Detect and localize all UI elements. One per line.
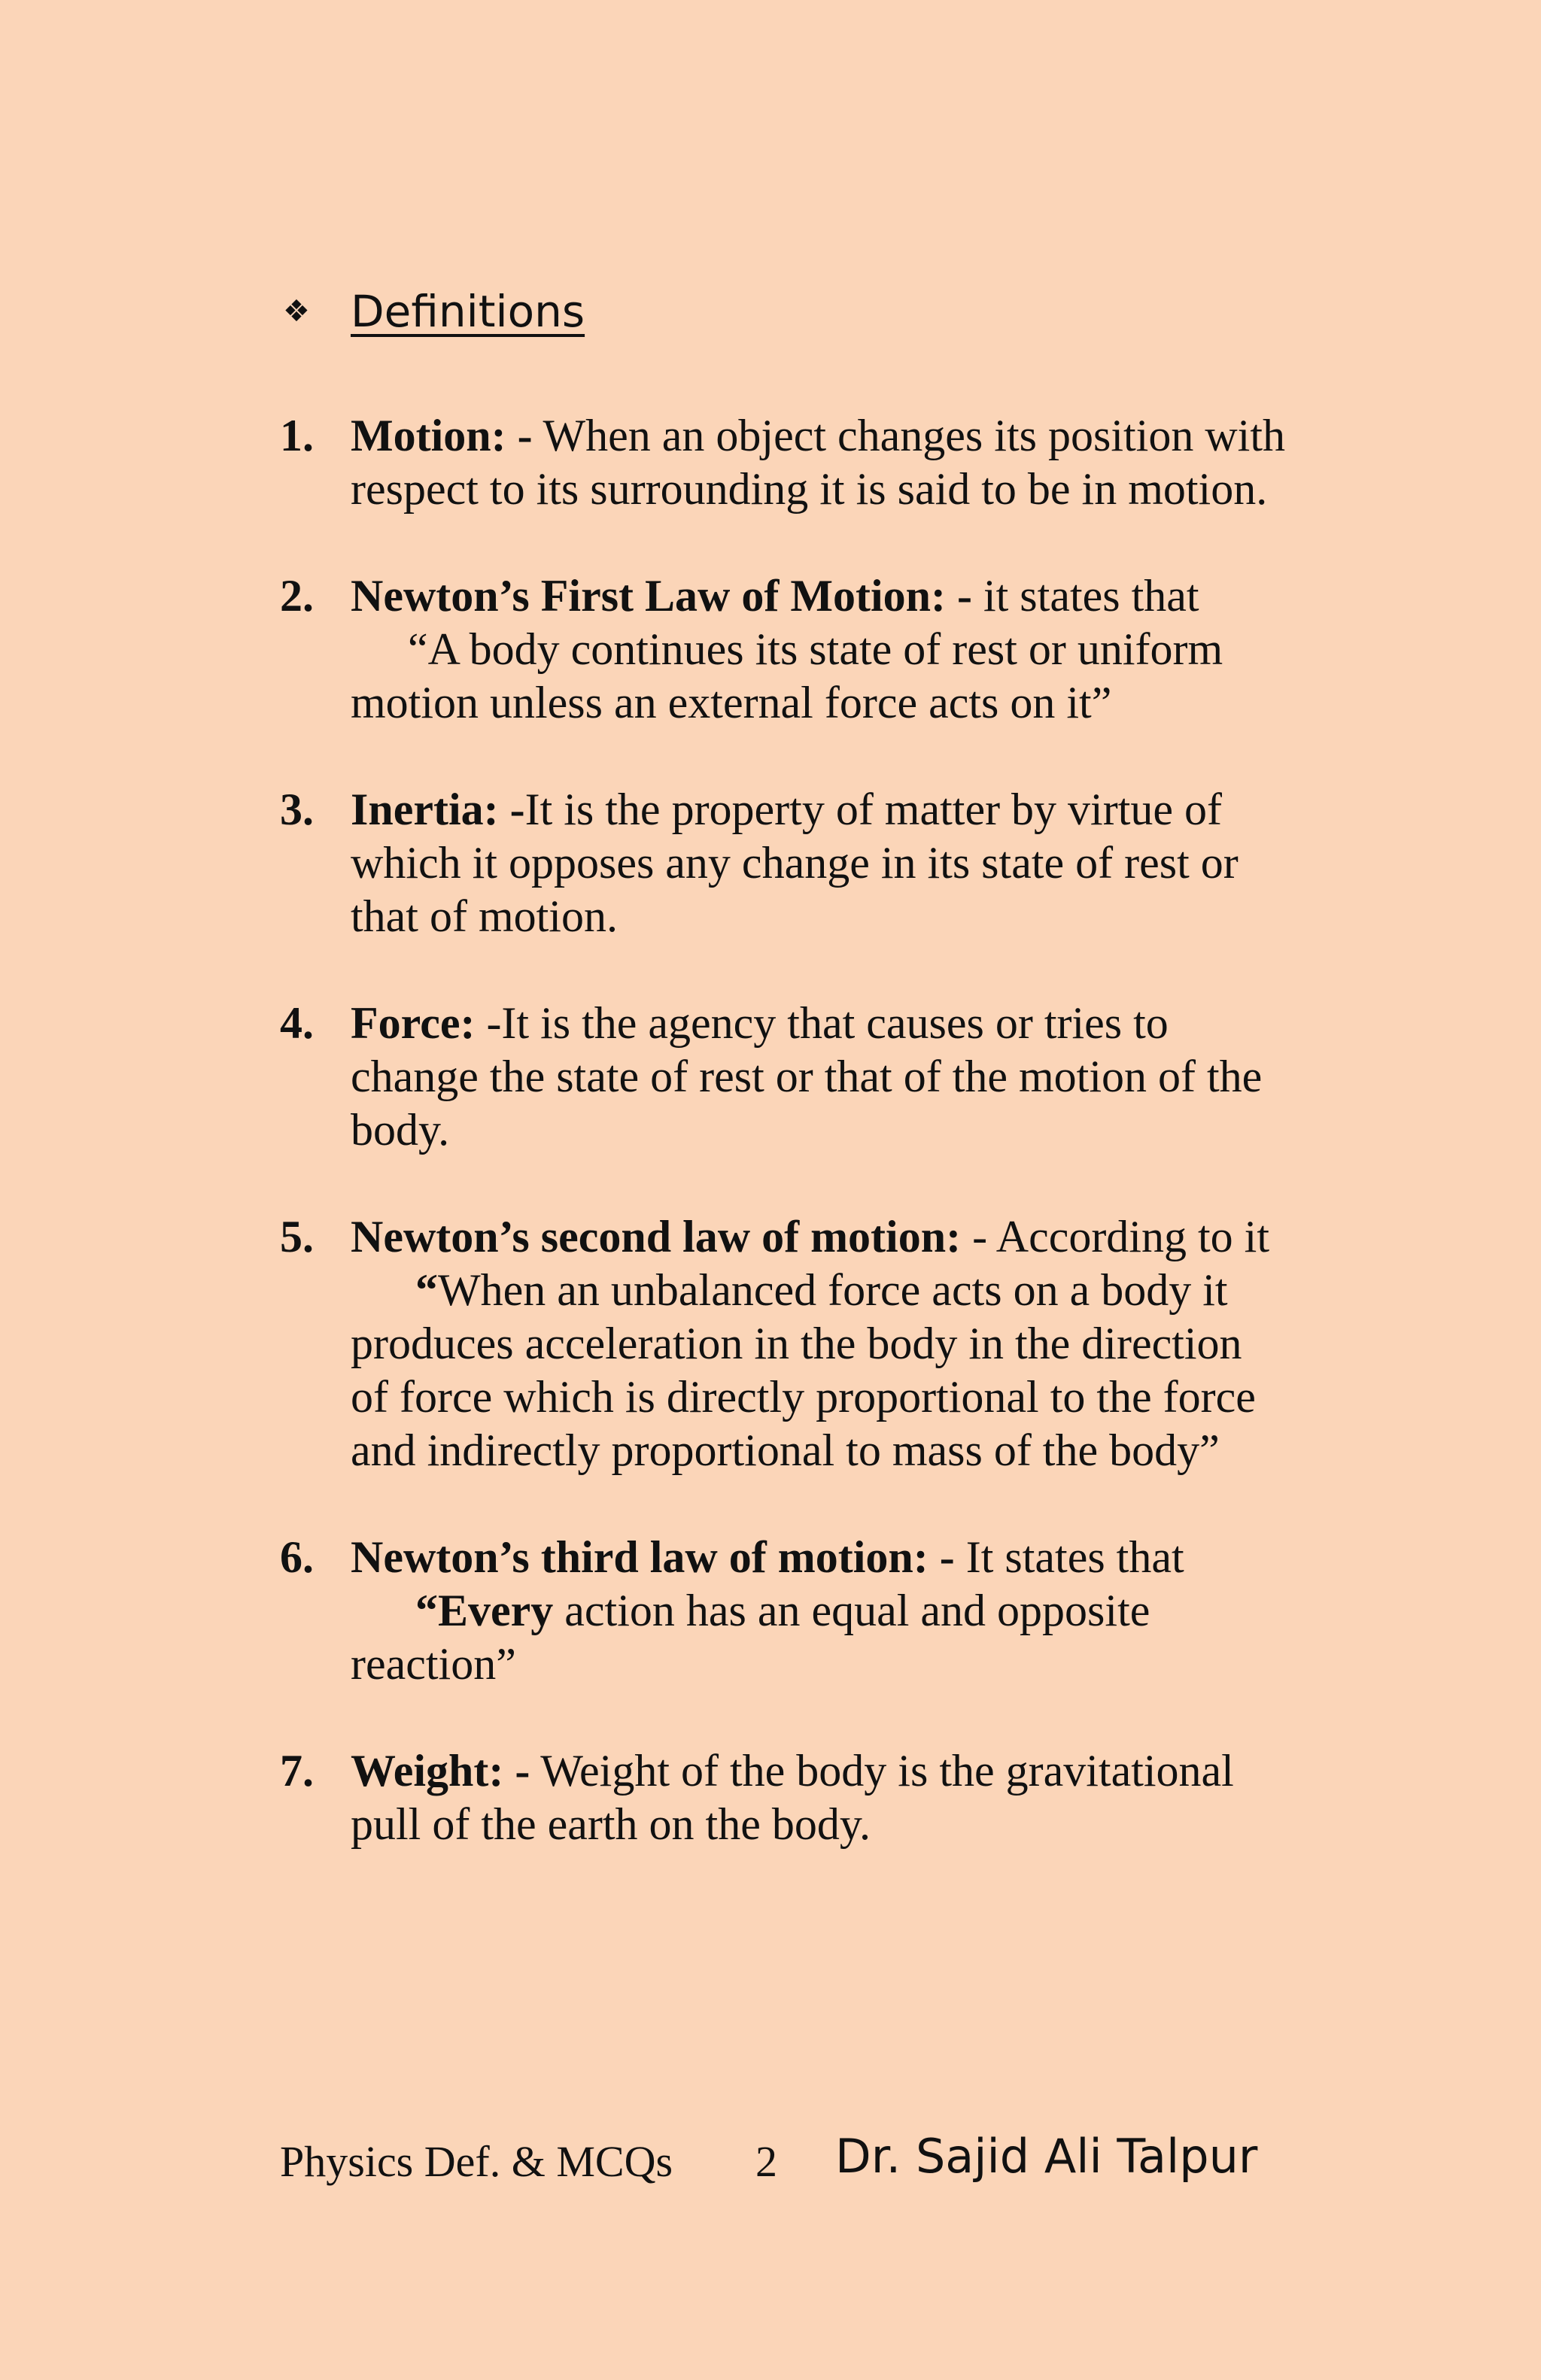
item-number: 2. (280, 571, 314, 621)
item-term: Force: (351, 998, 476, 1048)
item-text: It is the property of matter by virtue of which it opposes any change in its state of rest or that of motion. (351, 785, 1239, 941)
list-item (280, 1210, 1288, 1477)
item-quote: When an unbalanced force acts on a body it produces acceleration in the body in the direction of force which is directly proportional to the force and indirectly proportional to mass of the body” (351, 1265, 1256, 1475)
item-number: 3. (280, 785, 314, 834)
item-term: Newton’s First Law of Motion: - (351, 571, 972, 621)
list-item (280, 1744, 1288, 1851)
list-item (280, 997, 1288, 1157)
footer-author: Dr. Sajid Ali Talpur (835, 2129, 1258, 2184)
item-text: It states that (954, 1532, 1184, 1582)
definitions-list (280, 409, 1288, 1905)
item-quote-open: “ (408, 624, 428, 674)
item-term: Weight: - (351, 1746, 530, 1796)
item-term: Newton’s second law of motion: (351, 1212, 962, 1261)
page-footer (280, 2126, 1333, 2193)
item-text: - According to it (961, 1212, 1269, 1261)
list-item (280, 569, 1288, 730)
item-quote-open: “Every (415, 1586, 554, 1635)
page-number: 2 (755, 2137, 777, 2186)
item-quote-open: “ (415, 1265, 438, 1315)
item-term: Motion: - (351, 411, 533, 460)
section-heading (283, 286, 585, 337)
item-number: 6. (280, 1532, 314, 1582)
item-text: Weight of the body is the gravitational pull of the earth on the body. (351, 1746, 1234, 1849)
list-item (280, 409, 1288, 516)
item-quote: A body continues its state of rest or uniform motion unless an external force acts on it” (351, 624, 1223, 727)
item-text: -It is the agency that causes or tries to change the state of rest or that of the motion of the body. (351, 998, 1263, 1155)
list-item (280, 783, 1288, 943)
footer-title: Physics Def. & MCQs (280, 2137, 673, 2186)
item-text: When an object changes its position with respect to its surrounding it is said to be in motion. (351, 411, 1285, 514)
item-number: 7. (280, 1746, 314, 1796)
item-quote: action has an equal and opposite reaction” (351, 1586, 1150, 1689)
item-number: 1. (280, 411, 314, 460)
list-item (280, 1531, 1288, 1691)
item-number: 5. (280, 1212, 314, 1261)
item-term: Inertia: - (351, 785, 525, 834)
item-term: Newton’s third law of motion: - (351, 1532, 955, 1582)
section-title: Definitions (351, 286, 585, 337)
item-number: 4. (280, 998, 314, 1048)
item-text: it states that (971, 571, 1199, 621)
diamond-bullet-icon: ❖ (283, 294, 310, 329)
